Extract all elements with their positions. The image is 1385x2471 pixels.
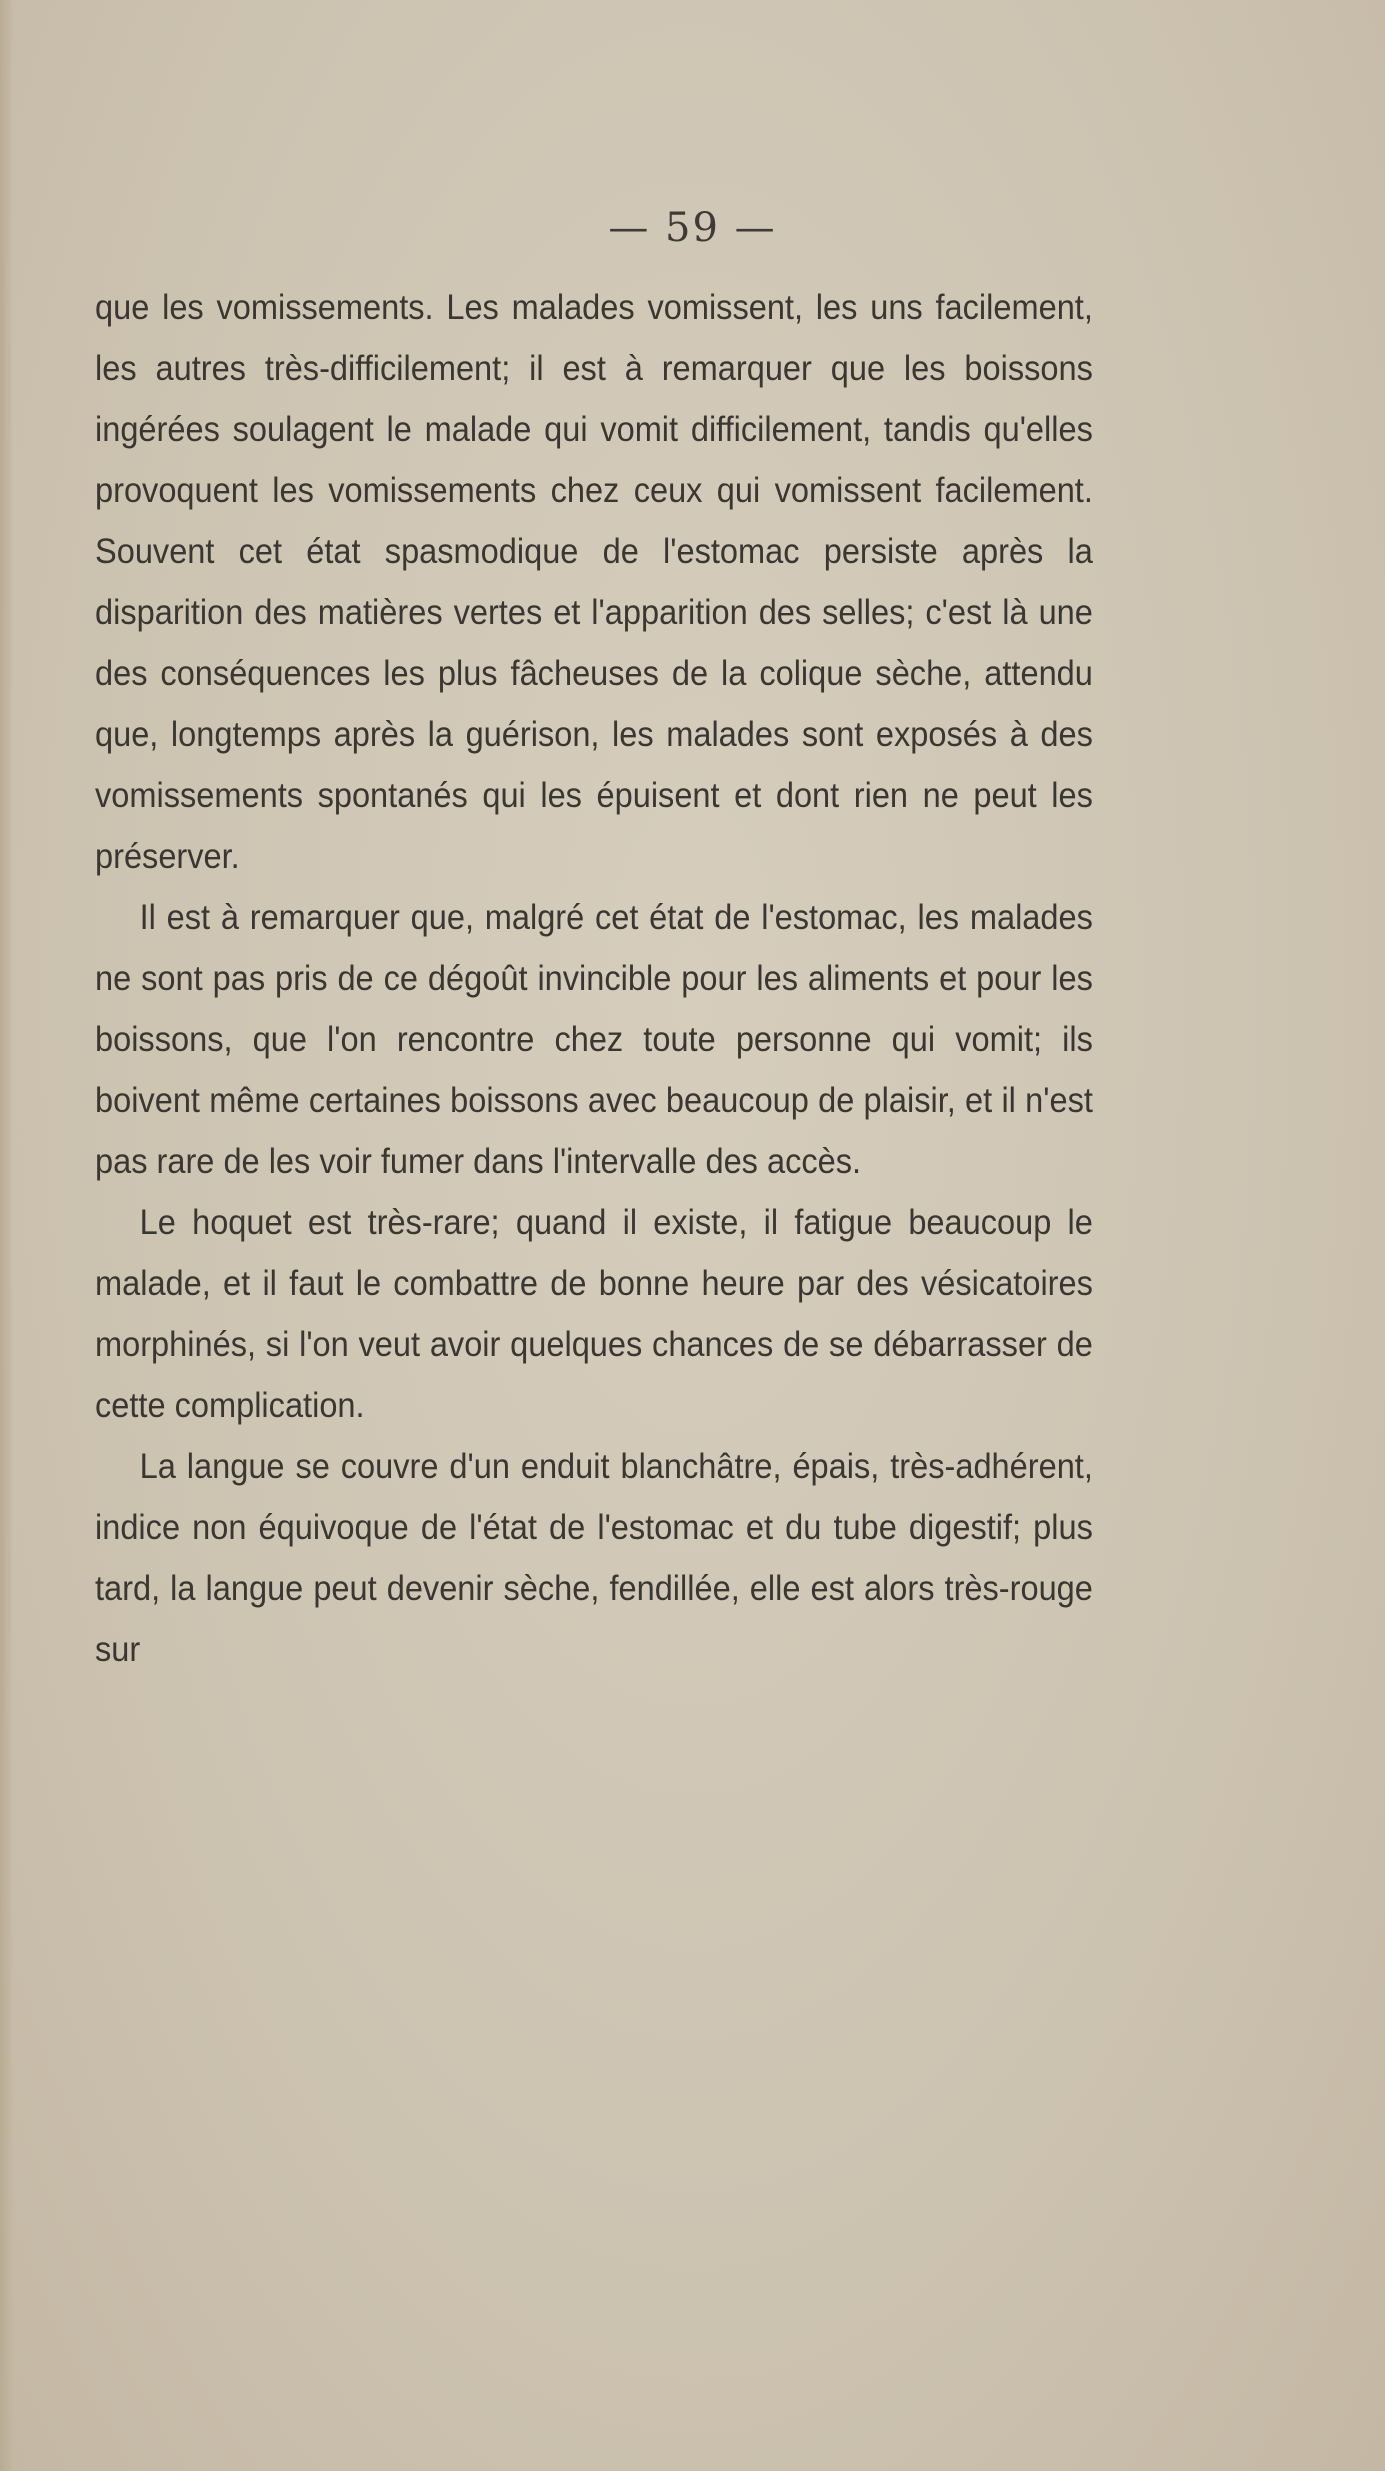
paragraph: que les vomissements. Les malades vomissent, les uns facilement, les autres très-difficilement; il est à remarquer que les boissons ingérées soulagent le malade qui vomit difficilement, tandis qu'elles provoquent les vomissements chez ceux qui vomissent facilement. Souvent cet état spasmodique de l'estomac persiste après la disparition des matières vertes et l'apparition des selles; c'est là une des conséquences les plus fâcheuses de la colique sèche, attendu que, longtemps après la guérison, les malades sont exposés à des vomissements spontanés qui les épuisent et dont rien ne peut les préserver.: [95, 288, 1093, 876]
paragraph: Il est à remarquer que, malgré cet état de l'estomac, les malades ne sont pas pris de ce dégoût invincible pour les aliments et pour les boissons, que l'on rencontre chez toute personne qui vomit; ils boivent même certaines boissons avec beaucoup de plaisir, et il n'est pas rare de les voir fumer dans l'intervalle des accès.: [95, 898, 1093, 1181]
page-number: — 59 —: [608, 205, 777, 251]
paragraph: La langue se couvre d'un enduit blanchâtre, épais, très-adhérent, indice non équivoque de l'état de l'estomac et du tube digestif; plus tard, la langue peut devenir sèche, fendillée, elle est alors très-rouge sur: [95, 1447, 1093, 1669]
page-edge-shadow: [0, 0, 14, 2471]
paragraph: Le hoquet est très-rare; quand il existe, il fatigue beaucoup le malade, et il faut le combattre de bonne heure par des vésicatoires morphinés, si l'on veut avoir quelques chances de se débarrasser de cette complication.: [95, 1203, 1093, 1425]
body-text: [95, 277, 1093, 1680]
